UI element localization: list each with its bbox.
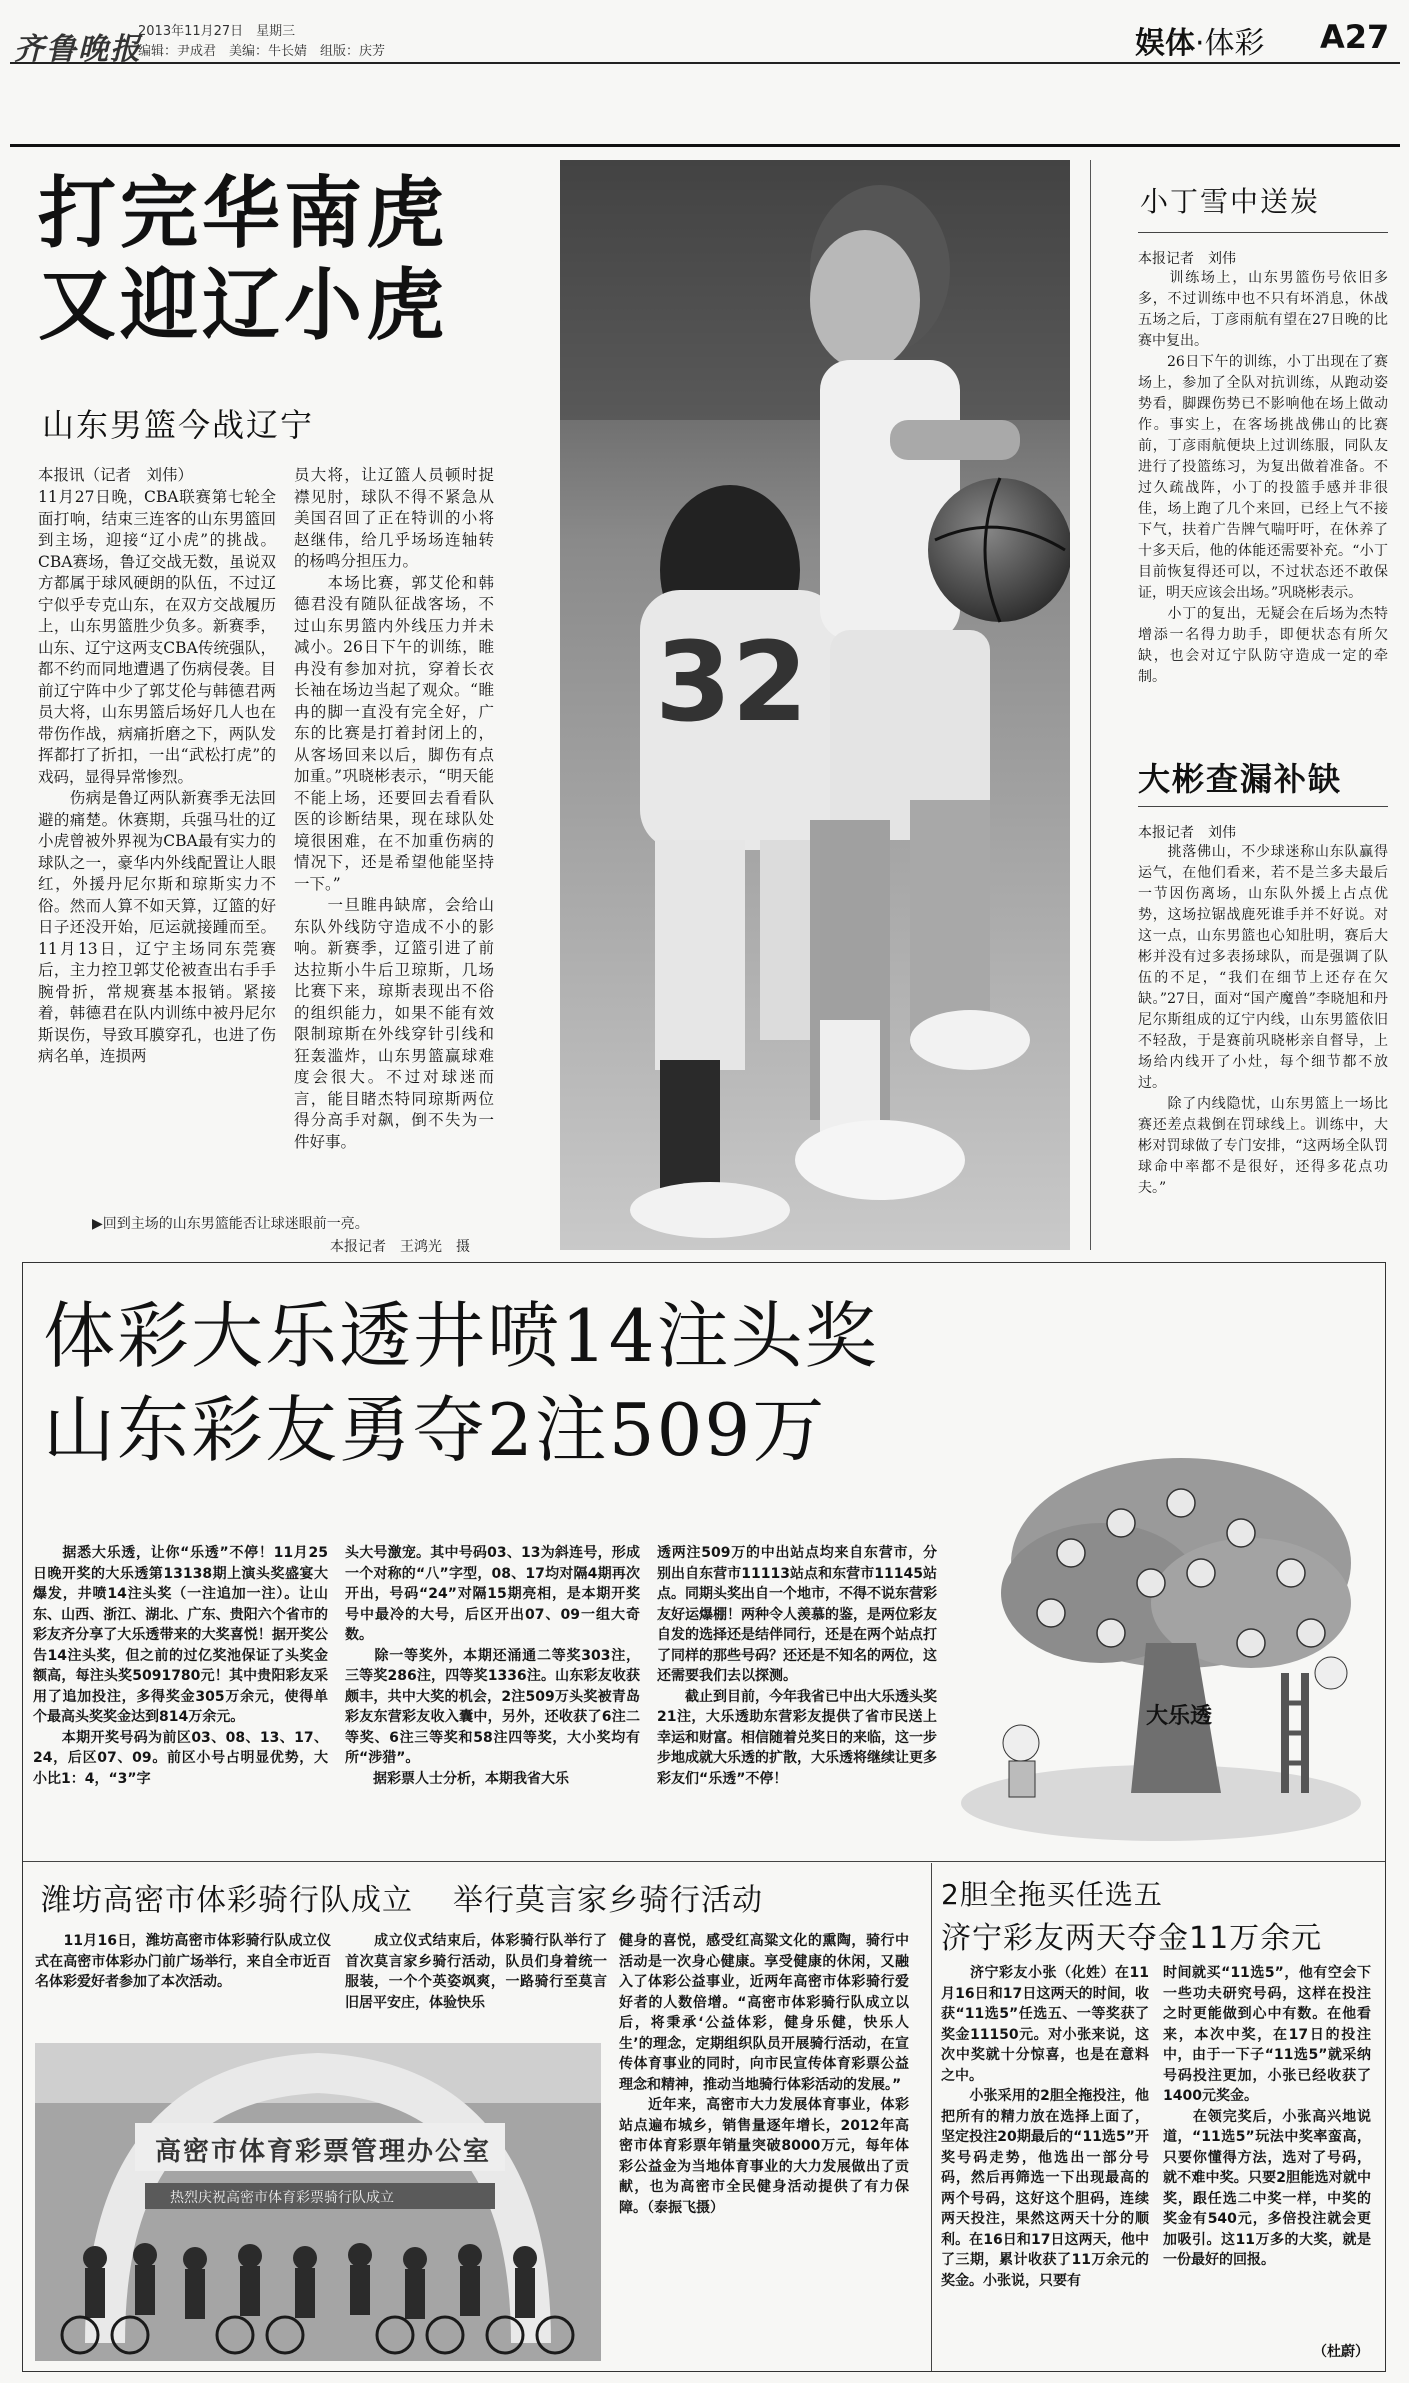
masthead-editors: 编辑：尹成君 美编：牛长婧 组版：庆芳	[138, 44, 386, 59]
svg-text:32: 32	[655, 618, 809, 746]
jining-headline-2: 济宁彩友两天夺金11万余元	[941, 1921, 1323, 1956]
lead-column-2: 员大将，让辽篮人员顿时捉襟见肘，球队不得不紧急从美国召回了正在特训的小将赵继伟，给几乎场场连轴转的杨鸣分担压力。 本场比赛，郭艾伦和韩德君没有随队征战客场，不过山东男篮内外线压力并未减小。26日下午的训练，睢冉没有参加对抗，穿着长衣长袖在场边当起了观众。“睢冉的脚一直没有完全好，广东的比赛是打着封闭上的，从客场回来以后，脚伤有点加重。”巩晓彬表示，“明天能不能上场，还要回去看看队医的诊断结果，现在球队处境很困难，在不加重伤病的情况下，还是希望他能坚持一下。” 一旦睢冉缺席，会给山东队外线防守造成不小的影响。新赛季，辽篮引进了前达拉斯小牛后卫琼斯，几场比赛下来，琼斯表现出不俗的组织能力，如果不能有效限制琼斯在外线穿针引线和狂轰滥炸，山东男篮赢球难度会很大。不过对球迷而言，能目睹杰特同琼斯两位得分高手对飙，倒不失为一件好事。	[294, 466, 494, 1151]
story1-title-rule	[1138, 232, 1388, 233]
jining-column-1: 济宁彩友小张（化姓）在11月16日和17日这两天的时间，收获“11选5”任选五、一等奖获了奖金11150元。对小张来说，这次中奖就十分惊喜，也是在意料之中。 小张采用的2胆全拖投注，他把所有的精力放在选择上面了，坚定投注20期最后的“11选5”开奖号码走势，他选出一部分号码，然后再筛选一下出现最高的两个号码，这好这个胆码，连续两天投注，果然这两天十分的顺利。在16日和17日这两天，他中了三期，累计收获了11万余元的奖金。小张说，只要有	[941, 1965, 1149, 2289]
jining-credit: （杜蔚）	[1313, 2344, 1369, 2360]
masthead-date: 2013年11月27日 星期三	[138, 24, 296, 39]
story1-byline: 本报记者 刘伟	[1138, 251, 1236, 267]
story2-title-rule	[1138, 806, 1388, 807]
cycling-photo-banner: 高密市体育彩票管理办公室	[155, 2137, 492, 2167]
lottery-headline-line1: 体彩大乐透井喷14注头奖	[43, 1294, 879, 1378]
jining-column-2: 时间就买“11选5”，他有空会下一些功夫研究号码，这样在投注之时更能做到心中有数。在他看来，本次中奖，在17日的投注中，由于一下子“11选5”就采纳号码投注更加，小张已经收获了1400元奖金。 在领完奖后，小张高兴地说道，“11选5”玩法中奖率蛮高，只要你懂得方法，选对了号码，就不难中奖。只要2胆能选对就中奖，跟任选二中奖一样，中奖的奖金有540元，多倍投注就会更加吸引。这11万多的大奖，就是一份最好的回报。	[1163, 1965, 1371, 2268]
basketball-photo-art	[560, 160, 1070, 1250]
lead-byline: 本报讯（记者 刘伟）	[38, 466, 194, 484]
photo-caption: ▶回到主场的山东男篮能否让球迷眼前一亮。	[92, 1216, 369, 1232]
top-rule	[10, 144, 1400, 147]
cartoon-label: 大乐透	[1146, 1704, 1213, 1729]
story2-title: 大彬查漏补缺	[1138, 760, 1343, 798]
story2-body: 挑落佛山，不少球迷称山东队赢得运气，在他们看来，若不是兰多夫最后一节因伤离场，山东队外援上占点优势，这场拉锯战鹿死谁手并不好说。对这一点，山东男篮也心知肚明，赛后大彬并没有过多表扬球队，而是强调了队伍的不足，“我们在细节上还存在欠缺。”27日，面对“国产魔兽”李晓旭和丹尼尔斯组成的辽宁内线，山东男篮依旧不轻敌，于是赛前巩晓彬亲自督导，上场给内线开了小灶，每个细节都不放过。 除了内线隐忧，山东男篮上一场比赛还差点栽倒在罚球线上。训练中，大彬对罚球做了专门安排，“这两场全队罚球命中率都不是很好，还得多花点功夫。”	[1138, 844, 1388, 1196]
masthead-rule	[10, 62, 1400, 64]
lottery-column-3: 透两注509万的中出站点均来自东营市，分别出自东营市11113站点和东营市11145站点。同期头奖出自一个地市，不得不说东营彩友好运爆棚！两种令人羡慕的鉴，是两位彩友自发的选择还是结伴同行，还是在两个站点打了同样的那些号码？还还是不知名的两位，这还需要我们去以探测。 截止到目前，今年我省已中出大乐透头奖21注，大乐透助东营彩友提供了省市民送上幸运和财富。相信随着兑奖日的来临，这一步步地成就大乐透的扩散，大乐透将继续让更多彩友们“乐透”不停！	[657, 1545, 937, 1787]
section-label	[1135, 18, 1265, 62]
weifang-headline	[41, 1875, 763, 1919]
basketball-photo	[560, 160, 1070, 1250]
lead-headline-line2: 又迎辽小虎	[38, 261, 449, 351]
weifang-column-1: 11月16日，潍坊高密市体彩骑行队成立仪式在高密市体彩办门前广场举行，来自全市近百名体彩爱好者参加了本次活动。	[35, 1933, 331, 1990]
money-tree-art	[951, 1443, 1371, 1843]
subsection-name: ·体彩	[1195, 26, 1265, 61]
lottery-section	[22, 1262, 1386, 2372]
masthead	[0, 0, 1409, 150]
lead-headline-line1: 打完华南虎	[38, 169, 449, 259]
lottery-divider	[23, 1861, 1385, 1862]
section-name: 娱体	[1135, 26, 1195, 61]
jining-headline-1: 2胆全拖买任选五	[941, 1878, 1163, 1911]
lead-subheadline: 山东男篮今战辽宁	[42, 406, 315, 444]
cycling-photo-subbanner: 热烈庆祝高密市体育彩票骑行队成立	[170, 2190, 394, 2206]
money-tree-cartoon	[951, 1443, 1371, 1843]
weifang-headline-part2: 举行莫言家乡骑行活动	[453, 1883, 763, 1918]
lottery-column-1: 据悉大乐透，让你“乐透”不停！11月25日晚开奖的大乐透第13138期上演头奖盛宴大爆发，井喷14注头奖（一注追加一注）。让山东、山西、浙江、湖北、广东、贵阳六个省市的彩友齐分享了大乐透带来的大奖喜悦！据开奖公告14注头奖，但之前的过亿奖池保证了头奖金额高，每注头奖5091780元！其中贵阳彩友采用了追加投注，多得奖金305万余元，使得单个最高头奖奖金达到814万余元。 本期开奖号码为前区03、08、13、17、24，后区07、09。前区小号占明显优势，大小比1：4，“3”字	[33, 1545, 328, 1787]
photo-credit: 本报记者 王鸿光 摄	[330, 1239, 470, 1255]
story1-body: 训练场上，山东男篮伤号依旧多多，不过训练中也不只有坏消息，休战五场之后，丁彦雨航有望在27日晚的比赛中复出。 26日下午的训练，小丁出现在了赛场上，参加了全队对抗训练，从跑动姿势看，脚踝伤势已不影响他在场上做动作。事实上，在客场挑战佛山的比赛前，丁彦雨航便块上过训练服，同队友进行了投篮练习，为复出做着准备。不过久疏战阵，小丁的投篮手感并非很佳，场上跑了几个来回，已经上气不接下气，扶着广告牌气喘吁吁，在休养了十多天后，他的体能还需要补充。“小丁目前恢复得还可以，不过状态还不敢保证，明天应该会出场。”巩晓彬表示。 小丁的复出，无疑会在后场为杰特增添一名得力助手，即便状态有所欠缺，也会对辽宁队防守造成一定的牵制。	[1138, 270, 1388, 685]
newspaper-logo: 齐鲁晚报	[14, 32, 142, 67]
weifang-column-3: 健身的喜悦，感受红高粱文化的熏陶，骑行中活动是一次身心健康。享受健康的休闲，又融入了体彩公益事业，近两年高密市体彩骑行爱好者的人数倍增。“高密市体彩骑行队成立以后，将秉承‘公益体彩，健身乐健，快乐人生’的理念，定期组织队员开展骑行活动，在宣传体育事业的同时，向市民宣传体育彩票公益理念和精神，推动当地骑行体彩活动的发展。” 近年来，高密市大力发展体育事业，体彩站点遍布城乡，销售量逐年增长，2012年高密市体育彩票年销量突破8000万元，每年体彩公益金为当地体育事业的大力发展做出了贡献，也为高密市全民健身活动提供了有力保障。（泰振飞摄）	[619, 1933, 909, 2216]
right-column-rule	[1090, 160, 1091, 1250]
story1-title: 小丁雪中送炭	[1140, 185, 1321, 218]
lottery-headline-line2: 山东彩友勇夺2注509万	[43, 1388, 827, 1472]
weifang-column-2: 成立仪式结束后，体彩骑行队举行了首次莫言家乡骑行活动，队员们身着统一服装，一个个英姿飒爽，一路骑行至莫言旧居平安庄，体验快乐	[345, 1933, 607, 2011]
lead-headline	[38, 168, 448, 352]
jining-divider	[931, 1863, 932, 2371]
lottery-column-2: 头大号激宠。其中号码03、13为斜连号，形成一个对称的“八”字型，08、17均对隔4期再次开出，号码“24”对隔15期亮相，是本期开奖号中最冷的大号，后区开出07、09一组大奇数。 除一等奖外，本期还涌通二等奖303注，三等奖286注，四等奖1336注。山东彩友收获颇丰，共中大奖的机会，2注509万头奖被青岛彩友东营彩友收入囊中，另外，还收获了6注二等奖、6注三等奖和58注四等奖，大小奖均有所“涉猎”。 据彩票人士分析，本期我省大乐	[345, 1545, 640, 1787]
page-number: A27	[1320, 18, 1390, 56]
lead-column-1: 11月27日晚，CBA联赛第七轮全面打响，结束三连客的山东男篮回到主场，迎接“辽小虎”的挑战。CBA赛场，鲁辽交战无数，虽说双方都属于球风硬朗的队伍，不过辽宁似乎专克山东，在双方交战履历上，山东男篮胜少负多。新赛季，山东、辽宁这两支CBA传统强队，都不约而同地遭遇了伤病侵袭。目前辽宁阵中少了郭艾伦与韩德君两员大将，山东男篮后场好几人也在带伤作战，病痛折磨之下，两队发挥都打了折扣，一出“武松打虎”的戏码，显得异常惨烈。 伤病是鲁辽两队新赛季无法回避的痛楚。休赛期，兵强马壮的辽小虎曾被外界视为CBA最有实力的球队之一，豪华内外线配置让人眼红，外援丹尼尔斯和琼斯实力不俗。然而人算不如天算，辽篮的好日子还没开始，厄运就接踵而至。11月13日，辽宁主场同东莞赛后，主力控卫郭艾伦被查出右手手腕骨折，常规赛基本报销。紧接着，韩德君在队内训练中被丹尼尔斯误伤，导致耳膜穿孔，也进了伤病名单，连损两	[38, 488, 276, 1065]
weifang-headline-part1: 潍坊高密市体彩骑行队成立	[41, 1883, 413, 1918]
story2-byline: 本报记者 刘伟	[1138, 825, 1236, 841]
cycling-photo	[35, 2043, 601, 2361]
